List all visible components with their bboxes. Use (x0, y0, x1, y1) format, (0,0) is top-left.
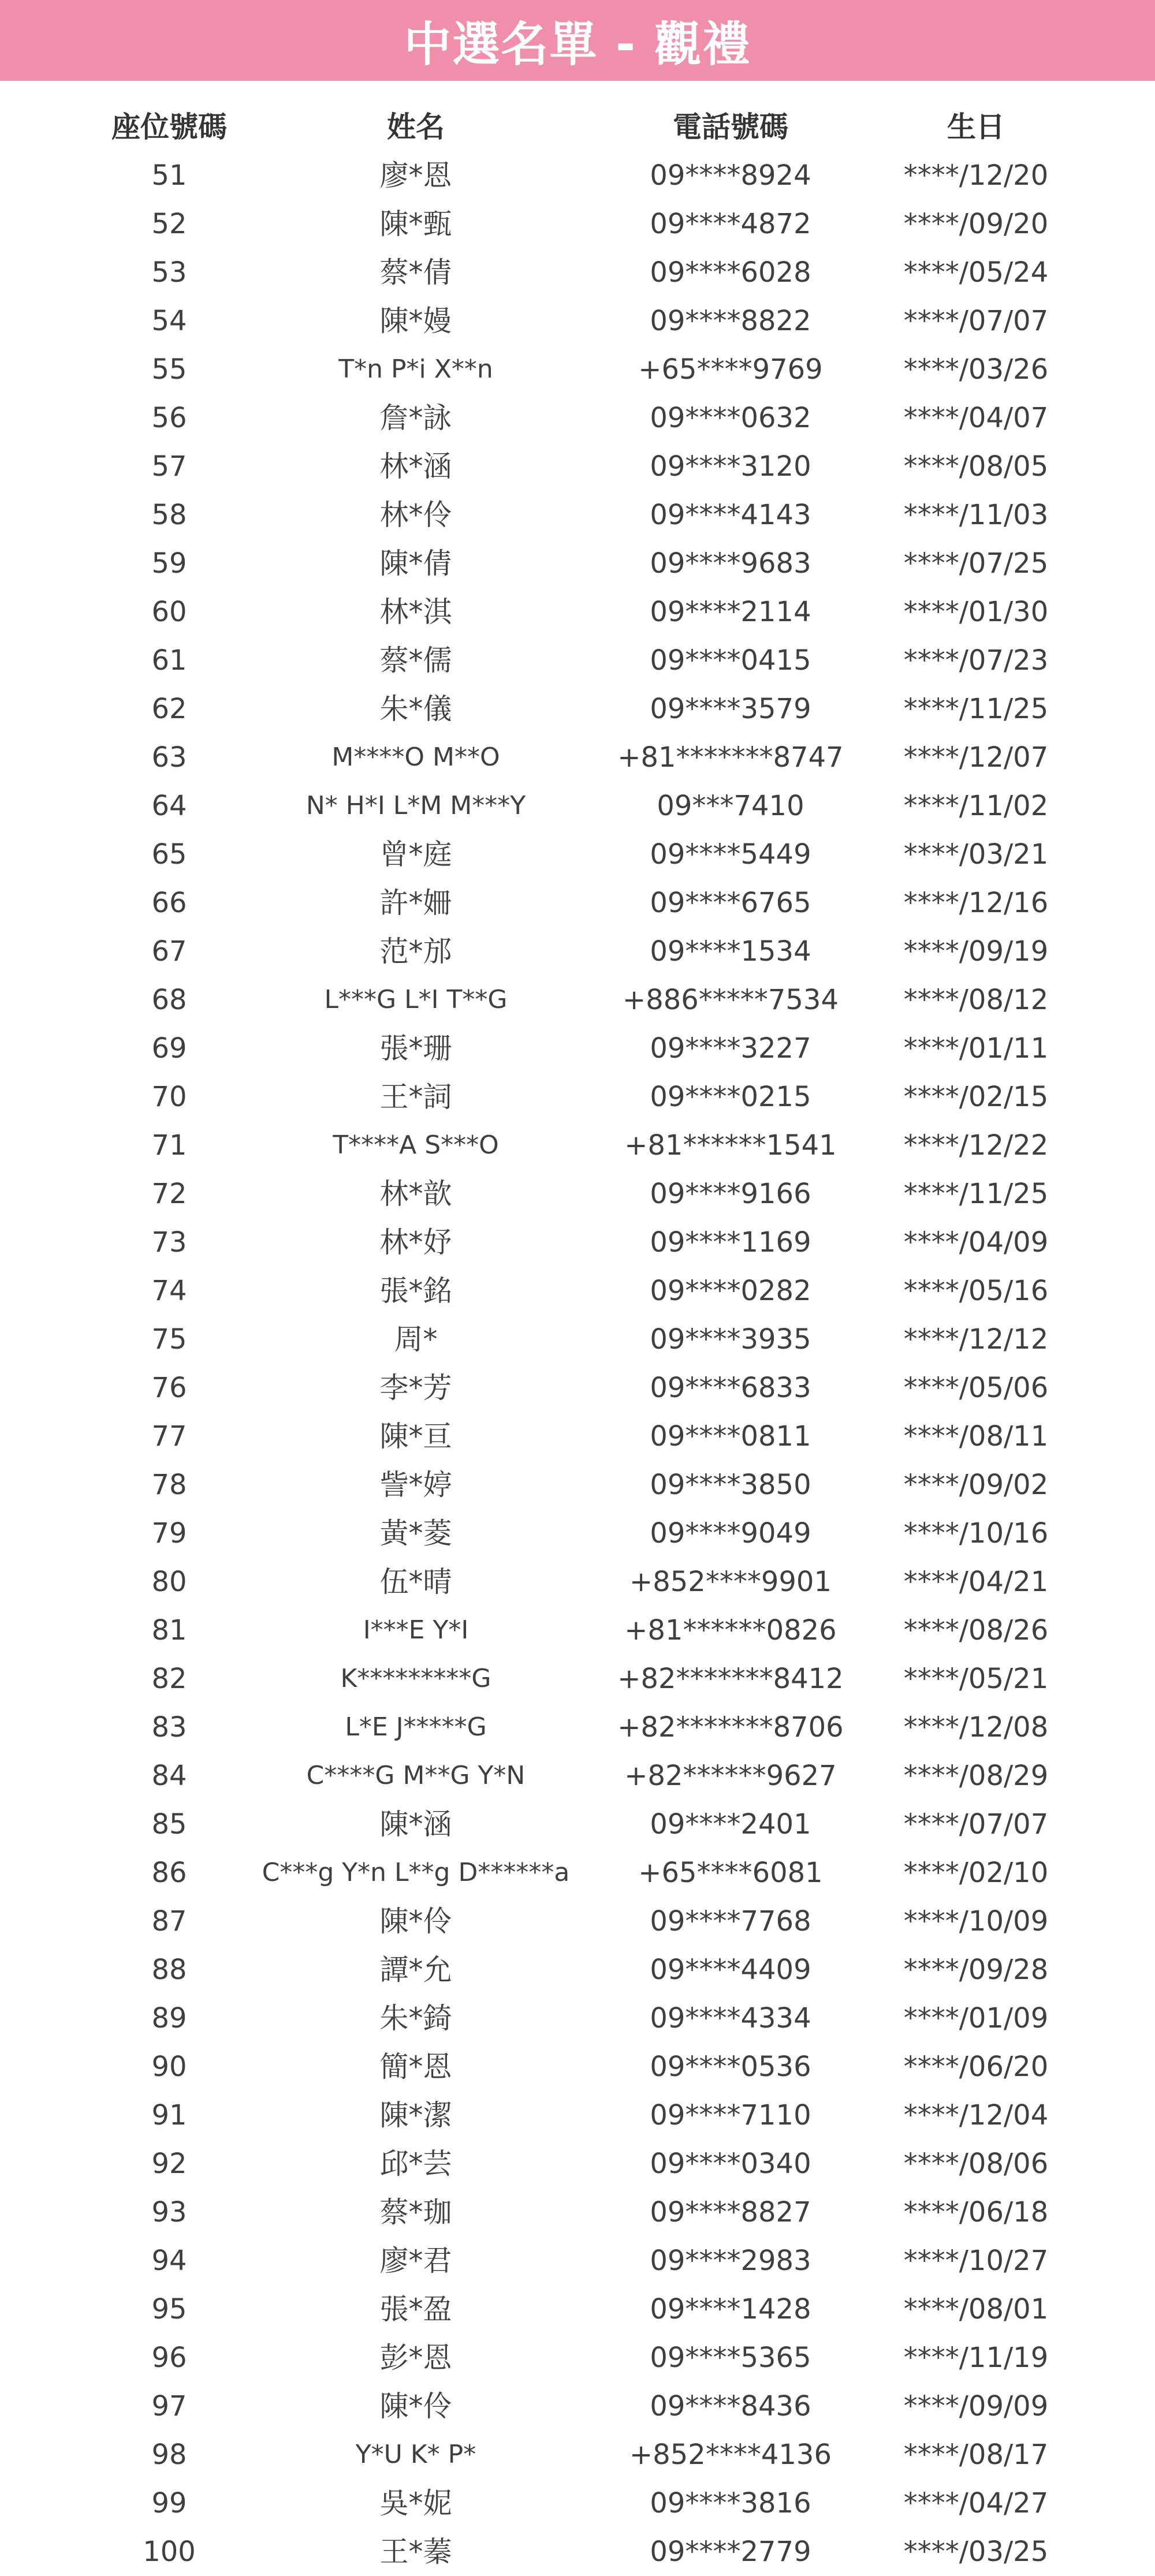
birthday-cell: ****/08/01 (903, 2293, 1049, 2325)
table-row (0, 2334, 1155, 2382)
name-cell: 李*芳 (379, 1371, 452, 1405)
birthday-cell: ****/07/25 (903, 547, 1049, 580)
phone-cell: 09****8436 (650, 2390, 811, 2422)
table-row (0, 1606, 1155, 1655)
table-row (0, 1315, 1155, 1364)
phone-cell: 09****6833 (650, 1372, 811, 1404)
birthday-cell: ****/02/10 (903, 1857, 1049, 1889)
name-cell: 林*伶 (379, 498, 452, 532)
birthday-cell: ****/01/30 (903, 596, 1049, 628)
birthday-cell: ****/12/08 (903, 1711, 1049, 1744)
seat-number-cell: 73 (151, 1226, 187, 1259)
birthday-cell: ****/08/12 (903, 984, 1049, 1016)
birthday-cell: ****/07/07 (903, 305, 1049, 337)
seat-number-cell: 67 (151, 935, 187, 968)
phone-cell: 09****3227 (650, 1032, 811, 1065)
phone-cell: +82*******8412 (617, 1663, 844, 1695)
name-cell: 林*淇 (379, 595, 452, 629)
birthday-cell: ****/04/07 (903, 402, 1049, 434)
phone-cell: 09****9049 (650, 1517, 811, 1550)
name-cell: 伍*晴 (379, 1565, 452, 1599)
name-cell: L***G L*I T**G (324, 985, 508, 1014)
name-cell: L*E J*****G (345, 1712, 487, 1742)
name-cell: N* H*I L*M M***Y (305, 791, 526, 820)
phone-cell: +852****9901 (629, 1566, 832, 1598)
phone-cell: 09****8827 (650, 2196, 811, 2228)
name-cell: 廖*君 (379, 2244, 452, 2278)
birthday-cell: ****/08/05 (903, 450, 1049, 483)
seat-number-cell: 86 (151, 1857, 187, 1889)
phone-cell: +886*****7534 (623, 984, 839, 1016)
name-cell: 張*銘 (379, 1274, 452, 1308)
seat-number-cell: 55 (151, 353, 187, 386)
birthday-cell: ****/12/16 (903, 887, 1049, 919)
name-cell: 朱*錡 (379, 2002, 452, 2035)
phone-cell: 09****8924 (650, 159, 811, 192)
seat-number-cell: 81 (151, 1614, 187, 1647)
phone-cell: 09****5449 (650, 838, 811, 871)
seat-number-cell: 71 (151, 1129, 187, 1162)
name-cell: 詹*詠 (379, 401, 452, 435)
page-title: 中選名單 - 觀禮 (404, 17, 751, 72)
phone-cell: 09****6028 (650, 256, 811, 289)
birthday-cell: ****/05/06 (903, 1372, 1049, 1404)
name-cell: 彭*恩 (379, 2341, 452, 2375)
table-row (0, 539, 1155, 588)
seat-number-cell: 65 (151, 838, 187, 871)
phone-cell: 09****1534 (650, 935, 811, 968)
header-name: 姓名 (387, 110, 445, 144)
table-row (0, 636, 1155, 685)
table-row (0, 2091, 1155, 2140)
seat-number-cell: 89 (151, 2002, 187, 2034)
table-row (0, 2237, 1155, 2285)
phone-cell: 09****3579 (650, 693, 811, 725)
table-header-row (0, 103, 1155, 151)
seat-number-cell: 97 (151, 2390, 187, 2422)
seat-number-cell: 95 (151, 2293, 187, 2325)
table-row (0, 297, 1155, 345)
phone-cell: 09****4872 (650, 208, 811, 240)
birthday-cell: ****/03/21 (903, 838, 1049, 871)
birthday-cell: ****/11/25 (903, 1178, 1049, 1210)
seat-number-cell: 56 (151, 402, 187, 434)
seat-number-cell: 62 (151, 693, 187, 725)
seat-number-cell: 51 (151, 159, 187, 192)
phone-cell: +852****4136 (629, 2439, 832, 2471)
seat-number-cell: 93 (151, 2196, 187, 2228)
birthday-cell: ****/01/09 (903, 2002, 1049, 2034)
phone-cell: +65****6081 (638, 1857, 823, 1889)
table-row (0, 2528, 1155, 2576)
name-cell: T****A S***O (333, 1130, 499, 1160)
birthday-cell: ****/09/28 (903, 1954, 1049, 1986)
header-phone: 電話號碼 (673, 110, 788, 144)
birthday-cell: ****/06/18 (903, 2196, 1049, 2228)
phone-cell: 09****3935 (650, 1323, 811, 1356)
phone-cell: 09****8822 (650, 305, 811, 337)
birthday-cell: ****/05/21 (903, 1663, 1049, 1695)
phone-cell: 09****0340 (650, 2148, 811, 2180)
seat-number-cell: 53 (151, 256, 187, 289)
name-cell: Y*U K* P* (355, 2440, 476, 2469)
birthday-cell: ****/07/23 (903, 644, 1049, 677)
birthday-cell: ****/10/16 (903, 1517, 1049, 1550)
seat-number-cell: 92 (151, 2148, 187, 2180)
name-cell: 陳*倩 (379, 547, 452, 580)
birthday-cell: ****/09/20 (903, 208, 1049, 240)
phone-cell: 09****0811 (650, 1420, 811, 1453)
name-cell: 王*詞 (379, 1080, 452, 1114)
table-row (0, 1024, 1155, 1073)
table-row (0, 1412, 1155, 1461)
name-cell: 陳*伶 (379, 1905, 452, 1938)
birthday-cell: ****/09/02 (903, 1469, 1049, 1501)
phone-cell: 09****2114 (650, 596, 811, 628)
phone-cell: 09****2983 (650, 2245, 811, 2277)
seat-number-cell: 66 (151, 887, 187, 919)
birthday-cell: ****/09/19 (903, 935, 1049, 968)
table-row (0, 345, 1155, 394)
birthday-cell: ****/11/19 (903, 2342, 1049, 2374)
name-cell: 譚*允 (379, 1953, 452, 1987)
seat-number-cell: 85 (151, 1808, 187, 1840)
birthday-cell: ****/04/21 (903, 1566, 1049, 1598)
birthday-cell: ****/12/20 (903, 159, 1049, 192)
phone-cell: 09****3816 (650, 2487, 811, 2519)
birthday-cell: ****/11/02 (903, 790, 1049, 822)
seat-number-cell: 88 (151, 1954, 187, 1986)
table-row (0, 927, 1155, 976)
table-row (0, 1994, 1155, 2043)
table-row (0, 2043, 1155, 2091)
seat-number-cell: 87 (151, 1905, 187, 1937)
seat-number-cell: 75 (151, 1323, 187, 1356)
seat-number-cell: 90 (151, 2051, 187, 2083)
name-cell: 吳*妮 (379, 2487, 452, 2520)
table-row (0, 1897, 1155, 1946)
phone-cell: +81*******8747 (617, 741, 844, 774)
seat-number-cell: 94 (151, 2245, 187, 2277)
birthday-cell: ****/05/24 (903, 256, 1049, 289)
phone-cell: 09****7768 (650, 1905, 811, 1937)
phone-cell: 09****4409 (650, 1954, 811, 1986)
name-cell: 張*珊 (379, 1032, 452, 1065)
name-cell: 陳*伶 (379, 2390, 452, 2423)
seat-number-cell: 72 (151, 1178, 187, 1210)
table-row (0, 1170, 1155, 1218)
birthday-cell: ****/02/15 (903, 1081, 1049, 1113)
birthday-cell: ****/08/11 (903, 1420, 1049, 1453)
birthday-cell: ****/12/12 (903, 1323, 1049, 1356)
phone-cell: 09****9166 (650, 1178, 811, 1210)
phone-cell: 09****1169 (650, 1226, 811, 1259)
table-row (0, 879, 1155, 927)
name-cell: 范*邡 (379, 935, 452, 968)
phone-cell: 09****5365 (650, 2342, 811, 2374)
name-cell: 陳*甄 (379, 207, 452, 241)
table-row (0, 1461, 1155, 1509)
name-cell: 蔡*倩 (379, 256, 452, 289)
name-cell: T*n P*i X**n (338, 354, 493, 384)
table-row (0, 1267, 1155, 1315)
table-row (0, 442, 1155, 491)
name-cell: M****O M**O (331, 742, 500, 772)
phone-cell: 09****9683 (650, 547, 811, 580)
phone-cell: +82*******8706 (617, 1711, 844, 1744)
table-body (0, 151, 1155, 2576)
seat-number-cell: 57 (151, 450, 187, 483)
name-cell: C****G M**G Y*N (306, 1761, 526, 1790)
header-seat-number: 座位號碼 (111, 110, 227, 144)
name-cell: 林*歆 (379, 1177, 452, 1211)
seat-number-cell: 60 (151, 596, 187, 628)
phone-cell: +65****9769 (638, 353, 823, 386)
table-row (0, 2188, 1155, 2237)
name-cell: 林*妤 (379, 1226, 452, 1259)
table-row (0, 1121, 1155, 1170)
phone-cell: 09****7110 (650, 2099, 811, 2131)
birthday-cell: ****/10/27 (903, 2245, 1049, 2277)
seat-number-cell: 96 (151, 2342, 187, 2374)
table-row (0, 782, 1155, 830)
name-cell: 曾*庭 (379, 838, 452, 871)
phone-cell: 09****0415 (650, 644, 811, 677)
phone-cell: +82******9627 (624, 1760, 837, 1792)
name-cell: C***g Y*n L**g D******a (262, 1858, 570, 1887)
table-row (0, 976, 1155, 1024)
table-row (0, 2285, 1155, 2334)
name-cell: 邱*芸 (379, 2147, 452, 2181)
birthday-cell: ****/12/04 (903, 2099, 1049, 2131)
name-cell: I***E Y*I (363, 1615, 469, 1645)
table-row (0, 1218, 1155, 1267)
phone-cell: 09****0282 (650, 1275, 811, 1307)
table-row (0, 2479, 1155, 2528)
name-cell: 陳*涵 (379, 1808, 452, 1841)
table-row (0, 248, 1155, 297)
table-row (0, 1509, 1155, 1558)
table-row (0, 1703, 1155, 1752)
birthday-cell: ****/08/29 (903, 1760, 1049, 1792)
phone-cell: 09***7410 (657, 790, 804, 822)
seat-number-cell: 63 (151, 741, 187, 774)
table-row (0, 1073, 1155, 1121)
phone-cell: 09****0536 (650, 2051, 811, 2083)
table-row (0, 1655, 1155, 1703)
birthday-cell: ****/09/09 (903, 2390, 1049, 2422)
table-row (0, 830, 1155, 879)
birthday-cell: ****/12/22 (903, 1129, 1049, 1162)
name-cell: 陳*亘 (379, 1420, 452, 1453)
winners-table (0, 103, 1155, 2576)
phone-cell: 09****0632 (650, 402, 811, 434)
birthday-cell: ****/11/25 (903, 693, 1049, 725)
birthday-cell: ****/06/20 (903, 2051, 1049, 2083)
birthday-cell: ****/08/17 (903, 2439, 1049, 2471)
table-row (0, 1752, 1155, 1800)
phone-cell: 09****4334 (650, 2002, 811, 2034)
seat-number-cell: 98 (151, 2439, 187, 2471)
seat-number-cell: 91 (151, 2099, 187, 2131)
table-row (0, 1946, 1155, 1994)
phone-cell: 09****2401 (650, 1808, 811, 1840)
phone-cell: 09****0215 (650, 1081, 811, 1113)
table-row (0, 491, 1155, 539)
name-cell: 陳*嫚 (379, 304, 452, 338)
birthday-cell: ****/01/11 (903, 1032, 1049, 1065)
table-row (0, 2382, 1155, 2431)
phone-cell: +81******0826 (624, 1614, 837, 1647)
seat-number-cell: 69 (151, 1032, 187, 1065)
header-birthday: 生日 (947, 110, 1005, 144)
table-row (0, 1800, 1155, 1849)
birthday-cell: ****/10/09 (903, 1905, 1049, 1937)
table-row (0, 394, 1155, 442)
seat-number-cell: 79 (151, 1517, 187, 1550)
birthday-cell: ****/04/27 (903, 2487, 1049, 2519)
name-cell: 王*蓁 (379, 2535, 452, 2568)
seat-number-cell: 100 (143, 2536, 196, 2568)
birthday-cell: ****/12/07 (903, 741, 1049, 774)
name-cell: 蔡*珈 (379, 2196, 452, 2229)
name-cell: 朱*儀 (379, 692, 452, 726)
seat-number-cell: 76 (151, 1372, 187, 1404)
phone-cell: 09****2779 (650, 2536, 811, 2568)
name-cell: 黃*菱 (379, 1517, 452, 1550)
seat-number-cell: 59 (151, 547, 187, 580)
name-cell: K*********G (340, 1664, 491, 1693)
table-row (0, 1558, 1155, 1606)
seat-number-cell: 77 (151, 1420, 187, 1453)
name-cell: 訾*婷 (379, 1468, 452, 1502)
birthday-cell: ****/07/07 (903, 1808, 1049, 1840)
table-row (0, 200, 1155, 248)
seat-number-cell: 80 (151, 1566, 187, 1598)
birthday-cell: ****/08/26 (903, 1614, 1049, 1647)
seat-number-cell: 82 (151, 1663, 187, 1695)
name-cell: 林*涵 (379, 450, 452, 483)
seat-number-cell: 54 (151, 305, 187, 337)
seat-number-cell: 52 (151, 208, 187, 240)
banner (0, 0, 1155, 81)
name-cell: 蔡*儒 (379, 644, 452, 677)
seat-number-cell: 99 (151, 2487, 187, 2519)
birthday-cell: ****/03/25 (903, 2536, 1049, 2568)
birthday-cell: ****/11/03 (903, 499, 1049, 531)
seat-number-cell: 64 (151, 790, 187, 822)
name-cell: 簡*恩 (379, 2050, 452, 2084)
birthday-cell: ****/05/16 (903, 1275, 1049, 1307)
phone-cell: 09****3120 (650, 450, 811, 483)
birthday-cell: ****/08/06 (903, 2148, 1049, 2180)
table-row (0, 2431, 1155, 2479)
table-row (0, 588, 1155, 636)
phone-cell: +81******1541 (624, 1129, 837, 1162)
seat-number-cell: 84 (151, 1760, 187, 1792)
phone-cell: 09****6765 (650, 887, 811, 919)
seat-number-cell: 83 (151, 1711, 187, 1744)
phone-cell: 09****1428 (650, 2293, 811, 2325)
birthday-cell: ****/03/26 (903, 353, 1049, 386)
table-row (0, 1849, 1155, 1897)
name-cell: 陳*潔 (379, 2099, 452, 2132)
name-cell: 張*盈 (379, 2293, 452, 2326)
seat-number-cell: 58 (151, 499, 187, 531)
table-row (0, 685, 1155, 733)
name-cell: 周* (394, 1323, 438, 1356)
seat-number-cell: 68 (151, 984, 187, 1016)
name-cell: 廖*恩 (379, 159, 452, 192)
phone-cell: 09****4143 (650, 499, 811, 531)
seat-number-cell: 74 (151, 1275, 187, 1307)
seat-number-cell: 70 (151, 1081, 187, 1113)
table-row (0, 1364, 1155, 1412)
seat-number-cell: 61 (151, 644, 187, 677)
table-row (0, 2140, 1155, 2188)
table-row (0, 151, 1155, 200)
name-cell: 許*姍 (379, 886, 452, 920)
phone-cell: 09****3850 (650, 1469, 811, 1501)
seat-number-cell: 78 (151, 1469, 187, 1501)
table-row (0, 733, 1155, 782)
birthday-cell: ****/04/09 (903, 1226, 1049, 1259)
